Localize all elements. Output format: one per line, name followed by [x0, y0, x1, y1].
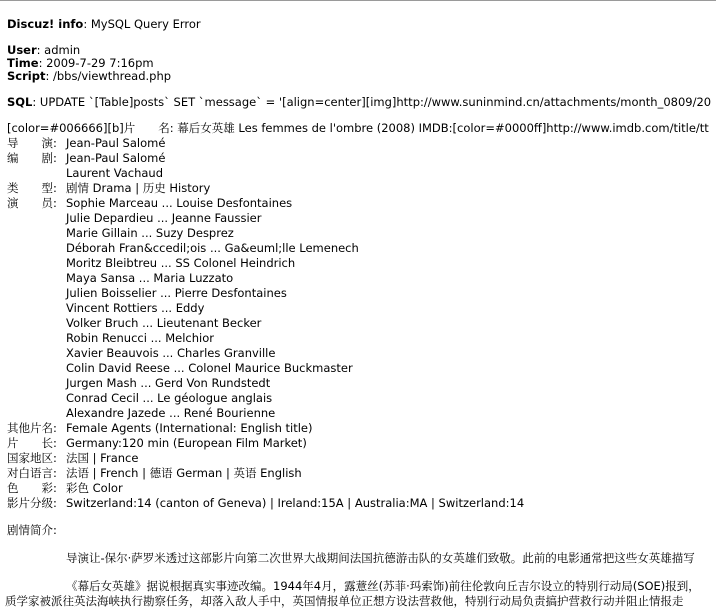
field-label: 演 员:: [7, 196, 57, 210]
sql-value: : UPDATE `[Table]posts` SET `message` = '[align=center][img]http://www.suninmind.cn/attachments/month_0809/20: [32, 95, 712, 109]
field-value: Maya Sansa ... Maria Luzzato: [66, 271, 234, 285]
field-value: Robin Renucci ... Melchior: [66, 331, 214, 345]
field-value: Julie Depardieu ... Jeanne Faussier: [66, 211, 262, 225]
field-label: 类 型:: [7, 181, 57, 195]
field-label: 片 长:: [7, 436, 57, 450]
synopsis-label: 剧情简介:: [7, 523, 57, 537]
synopsis-paragraph-2b: 质学家被派往英法海峡执行勘察任务，却落入敌人手中，英国情报单位正想方设法营救他，特别行动局负责搞护营救行动并阻止情报走: [5, 594, 684, 608]
field-label: 影片分级:: [7, 496, 57, 510]
field-value: Xavier Beauvois ... Charles Granville: [66, 346, 276, 360]
field-value: 法语 | French | 德语 German | 英语 English: [66, 466, 302, 480]
field-value: Switzerland:14 (canton of Geneva) | Ireland:15A | Australia:MA | Switzerland:14: [66, 496, 525, 510]
field-value: 法国 | France: [66, 451, 139, 465]
post-title-line: [color=#006666][b]片 名: 幕后女英雄 Les femmes de l'ombre (2008) IMDB:[color=#0000ff]http://www.imdb.com/title/tt: [7, 121, 709, 135]
field-value: Jean-Paul Salomé: [66, 151, 166, 165]
script-line: [7, 69, 171, 84]
field-value: Female Agents (International: English title): [66, 421, 313, 435]
field-value: 剧情 Drama | 历史 History: [66, 181, 211, 195]
field-label: 色 彩:: [7, 481, 57, 495]
time-value: : 2009-7-29 7:16pm: [38, 56, 154, 70]
script-value: : /bbs/viewthread.php: [45, 69, 172, 83]
error-title-label: Discuz! info: [7, 17, 84, 31]
user-value: : admin: [36, 43, 81, 57]
field-value: Jurgen Mash ... Gerd Von Rundstedt: [66, 376, 271, 390]
field-label: 导 演:: [7, 136, 57, 150]
field-value: Alexandre Jazede ... René Bourienne: [66, 406, 276, 420]
field-label: 其他片名:: [7, 421, 57, 435]
sql-label: SQL: [7, 95, 33, 109]
field-value: Déborah Fran&ccedil;ois ... Ga&euml;lle Lemenech: [66, 241, 359, 255]
field-value: Jean-Paul Salomé: [66, 136, 166, 150]
field-value: Vincent Rottiers ... Eddy: [66, 301, 205, 315]
field-label: 编 剧:: [7, 151, 57, 165]
error-title-text: : MySQL Query Error: [83, 17, 201, 31]
field-value: Volker Bruch ... Lieutenant Becker: [66, 316, 262, 330]
field-value: Marie Gillain ... Suzy Desprez: [66, 226, 234, 240]
synopsis-paragraph-2a: 《幕后女英雄》据说根据真实事迹改编。1944年4月，露薏丝(苏菲·玛索饰)前往伦敦向丘吉尔设立的特别行动局(SOE)报到，: [66, 579, 700, 593]
field-value: Julien Boisselier ... Pierre Desfontaines: [66, 286, 287, 300]
field-value: Sophie Marceau ... Louise Desfontaines: [66, 196, 293, 210]
error-title: [7, 17, 201, 32]
field-value: Moritz Bleibtreu ... SS Colonel Heindrich: [66, 256, 296, 270]
script-label: Script: [7, 69, 46, 83]
field-value: Germany:120 min (European Film Market): [66, 436, 307, 450]
sql-line: [7, 95, 711, 110]
synopsis-paragraph-1: 导演让-保尔·萨罗米透过这部影片向第二次世界大战期间法国抗德游击队的女英雄们致敬。此前的电影通常把这些女英雄描写: [66, 551, 695, 565]
field-label: 国家地区:: [7, 451, 57, 465]
field-value: Conrad Cecil ... Le géologue anglais: [66, 391, 273, 405]
field-value: Colin David Reese ... Colonel Maurice Buckmaster: [66, 361, 353, 375]
user-label: User: [7, 43, 37, 57]
field-value: 彩色 Color: [66, 481, 123, 495]
field-label: 对白语言:: [7, 466, 57, 480]
field-value: Laurent Vachaud: [66, 166, 164, 180]
time-label: Time: [7, 56, 39, 70]
